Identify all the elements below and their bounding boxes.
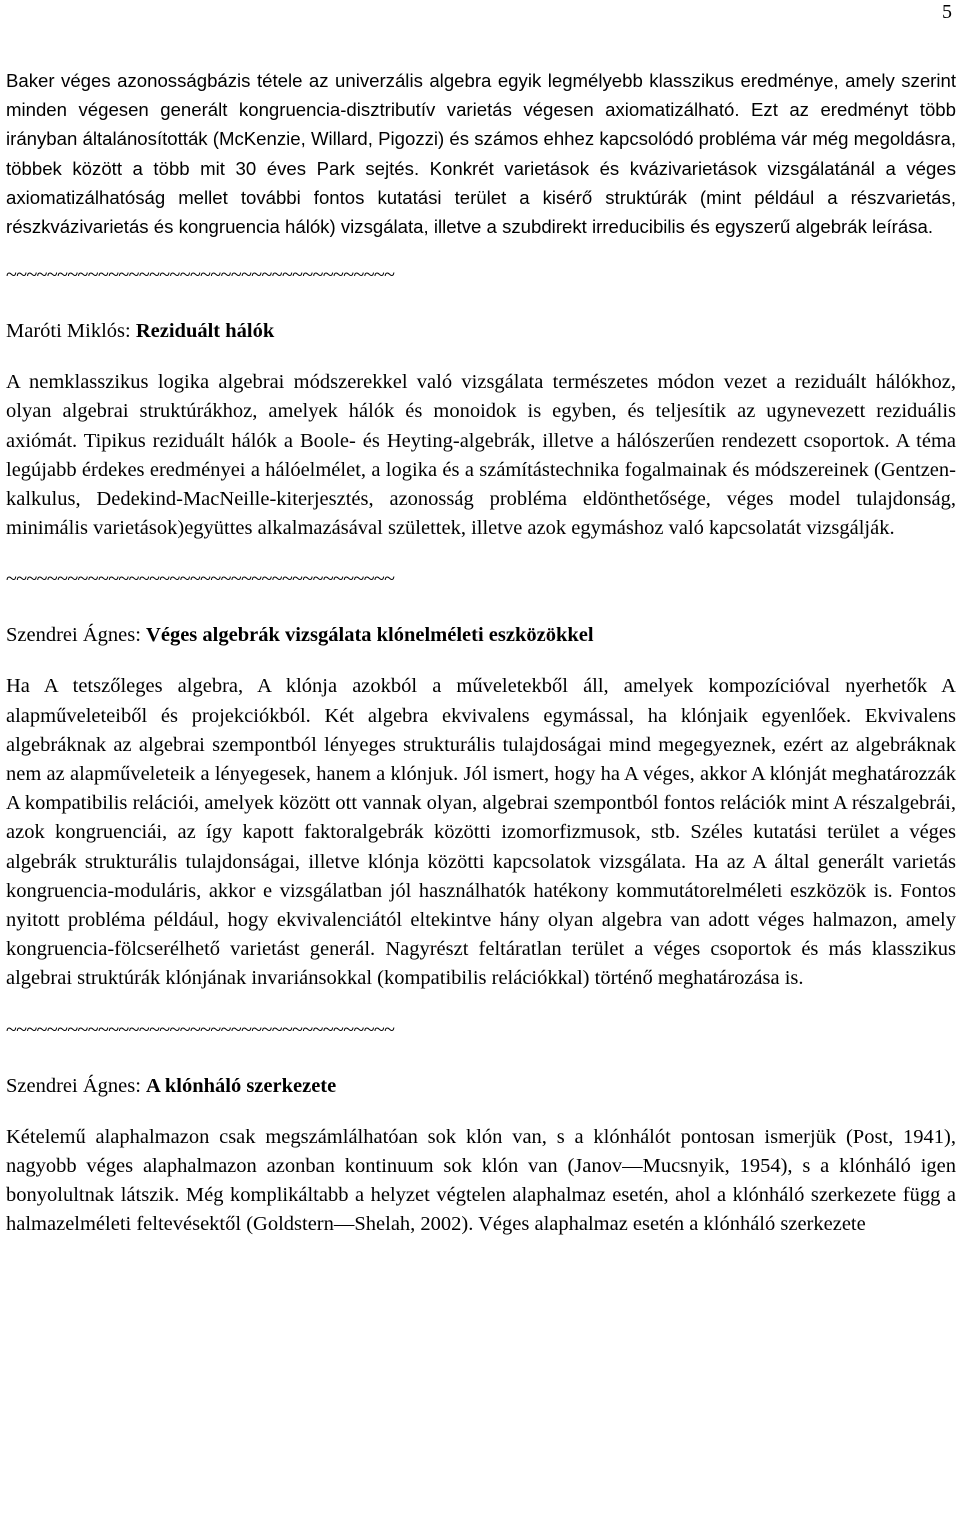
section-author: Szendrei Ágnes:	[6, 1074, 147, 1097]
section-heading-reziduált-hálók	[6, 317, 956, 345]
section-author: Szendrei Ágnes:	[6, 624, 147, 647]
page-number: 5	[942, 1, 952, 23]
separator-tilde: ~~~~~~~~~~~~~~~~~~~~~~~~~~~~~~~~~~~~~~	[6, 568, 395, 591]
section-title: A klónháló szerkezete	[146, 1074, 337, 1097]
section-body-véges-algebrák: Ha A tetszőleges algebra, A klónja azokból a műveletekből áll, amelyek kompozícióval nyerhetők A alapműveleteiből és projekciókból. Két algebra ekvivalens egymással, ha klónjaik egyenlőek. Ekvivalens algebráknak az algebrai szempontból lényeges strukturális tulajdoságai mind megegyeznek, ezért az algebráknak nem az alapműveleteik a lényegesek, hanem a klónjuk. Jól ismert, hogy ha A véges, akkor A klónját meghatározzák A kompatibilis relációi, amelyek között ott vannak olyan, algebrai szempontból fontos relációk mint A részalgebrái, azok kongruenciái, az így kapott faktoralgebrák közötti izomorfizmusok, stb. Széles kutatási terület a véges algebrák strukturális tulajdonságai, illetve klónja közötti kapcsolatok vizsgálata. Ha az A által generált varietás kongruencia-moduláris, akkor e vizsgálatban jól használhatók hatékony kommutátorelméleti eszközök is. Fontos nyitott probléma például, hogy ekvivalenciától eltekintve hány olyan algebra van adott véges halmazon, amely kongruencia-fölcserélhető varietást generál. Nagyrészt feltáratlan terület a véges csoportok és más klasszikus algebrai struktúrák klónjának invariánsokkal (kompatibilis relációkkal) történő meghatározása is.	[6, 675, 956, 990]
separator-tilde: ~~~~~~~~~~~~~~~~~~~~~~~~~~~~~~~~~~~~~~	[6, 1018, 395, 1041]
section-title: Reziduált hálók	[135, 320, 275, 343]
separator-tilde: ~~~~~~~~~~~~~~~~~~~~~~~~~~~~~~~~~~~~~~	[6, 264, 395, 287]
intro-paragraph: Baker véges azonosságbázis tétele az univerzális algebra egyik legmélyebb klasszikus eredménye, amely szerint minden végesen generált kongruencia-disztributív varietás végesen axiomatizálható. Ezt az eredményt több irányban általánosították (McKenzie, Willard, Pigozzi) és számos ehhez kapcsolódó probléma vár még megoldásra, többek között a több mit 30 éves Park sejtés. Konkrét varietások és kvázivarietások vizsgálatánál a véges axiomatizálhatóság mellet további fontos kutatási terület a kisérő struktúrák (mint például a részvarietás, részkvázivarietás és kongruencia hálók) vizsgálata, illetve a szubdirekt irreducibilis és egyszerű algebrák leírása.	[6, 70, 956, 238]
section-title: Véges algebrák vizsgálata klónelméleti eszközökkel	[146, 624, 594, 647]
section-author: Maróti Miklós:	[6, 320, 136, 343]
section-body-klónháló: Kételemű alaphalmazon csak megszámlálhatóan sok klón van, s a klónhálót pontosan ismerjük (Post, 1941), nagyobb véges alaphalmazon azonban kontinuum sok klón van (Janov—Mucsnyik, 1954), s a klónháló igen bonyolultnak látszik. Még komplikáltabb a helyzet végtelen alaphalmaz esetén, ahol a klónháló szerkezete függ a halmazelméleti feltevésektől (Goldstern—Shelah, 2002). Véges alaphalmaz esetén a klónháló szerkezete	[6, 1125, 956, 1236]
section-body-reziduált-hálók: A nemklasszikus logika algebrai módszerekkel való vizsgálata természetes módon vezet a reziduált hálókhoz, olyan algebrai struktúrákhoz, amelyek hálók és monoidok is egyben, és teljesítik az ugynevezett reziduális axiómát. Tipikus reziduált hálók a Boole- és Heyting-algebrák, illetve a hálószerűen rendezett csoportok. A téma legújabb érdekes eredményei a hálóelmélet, a logika és a számítástechnika fogalmainak és módszereinek (Gentzen-kalkulus, Dedekind-MacNeille-kiterjesztés, azonosság probléma eldönthetősége, véges model tulajdonság, minimális varietások)együttes alkalmazásával születtek, illetve azok egymáshoz való kapcsolatát vizsgálják.	[6, 371, 956, 540]
section-heading-véges-algebrák	[6, 621, 956, 649]
page-content	[6, 66, 956, 1239]
section-heading-klónháló	[6, 1072, 956, 1100]
